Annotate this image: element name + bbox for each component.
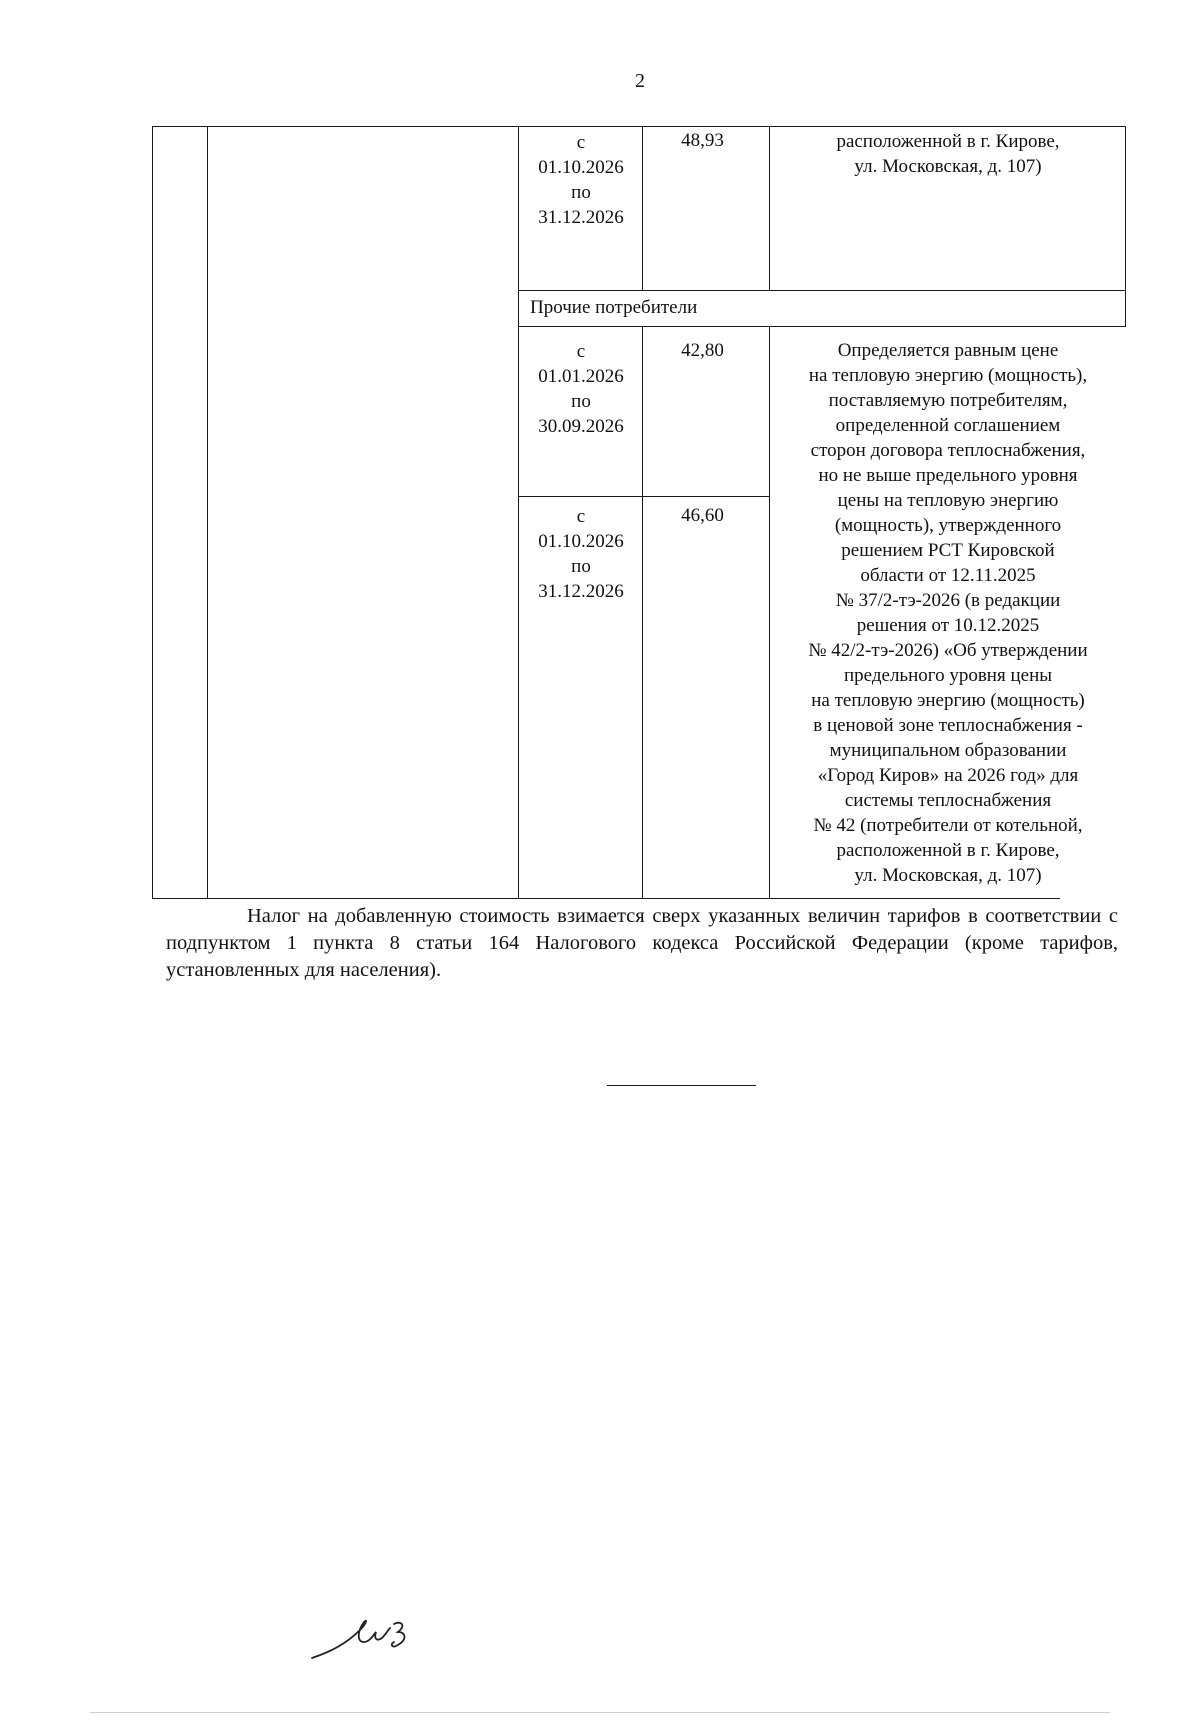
- description-line: поставляемую потребителям,: [828, 390, 1068, 411]
- description-line: сторон договора теплоснабжения,: [810, 440, 1086, 461]
- description-line: расположенной в г. Кирове,: [836, 131, 1060, 152]
- description-line: № 42/2-тэ-2026) «Об утверждении: [808, 640, 1088, 661]
- column-line: [769, 126, 770, 290]
- column-line: [1125, 126, 1126, 326]
- description-line: решения от 10.12.2025: [856, 615, 1040, 636]
- price-cell: 48,93: [681, 130, 724, 151]
- description-line: но не выше предельного уровня: [818, 465, 1078, 486]
- period-to-label: по: [571, 391, 591, 412]
- period-from-label: с: [576, 341, 586, 362]
- period-end-date: 31.12.2026: [538, 207, 624, 228]
- footer-rule: [90, 1712, 1110, 1713]
- period-from-label: с: [576, 132, 586, 153]
- period-cell: [518, 339, 644, 439]
- description-line: предельного уровня цены: [844, 665, 1052, 686]
- description-line: расположенной в г. Кирове,: [836, 840, 1060, 861]
- period-start-date: 01.10.2026: [538, 531, 624, 552]
- table-top-border: [152, 126, 1126, 127]
- column-line: [152, 126, 153, 898]
- table-bottom-border: [152, 898, 1060, 899]
- period-end-date: 31.12.2026: [538, 581, 624, 602]
- description-line: (мощность), утвержденного: [834, 515, 1062, 536]
- description-line: ул. Московская, д. 107): [854, 865, 1042, 886]
- description-line: определенной соглашением: [835, 415, 1061, 436]
- vat-note: [166, 903, 1118, 984]
- period-cell: [518, 504, 644, 604]
- column-line: [769, 326, 770, 898]
- period-to-label: по: [571, 182, 591, 203]
- period-to-label: по: [571, 556, 591, 577]
- description-line: области от 12.11.2025: [860, 565, 1036, 586]
- signature: [310, 1608, 430, 1673]
- description-line: Определяется равным цене: [837, 340, 1059, 361]
- description-cell: [771, 338, 1125, 888]
- period-start-date: 01.10.2026: [538, 157, 624, 178]
- column-line: [207, 126, 208, 898]
- period-from-label: с: [576, 506, 586, 527]
- row-divider: [518, 290, 1126, 291]
- description-line: в ценовой зоне теплоснабжения -: [813, 715, 1083, 736]
- signature-drawing: [310, 1608, 430, 1668]
- description-line: № 37/2-тэ-2026 (в редакции: [835, 590, 1061, 611]
- row-divider: [518, 496, 770, 497]
- period-end-date: 30.09.2026: [538, 416, 624, 437]
- description-line: на тепловую энергию (мощность),: [808, 365, 1088, 386]
- description-cell: [771, 129, 1125, 179]
- description-line: «Город Киров» на 2026 год» для: [817, 765, 1079, 786]
- vat-note-text: Налог на добавленную стоимость взимается сверх указанных величин тарифов в соответствии с подпунктом 1 пункта 8 статьи 164 Налогового кодекса Российской Федерации (кроме тарифов, установленных для населения).: [166, 905, 1118, 981]
- consumer-group-label: Прочие потребители: [530, 297, 698, 318]
- price-cell: 42,80: [681, 340, 724, 361]
- description-line: цены на тепловую энергию: [837, 490, 1059, 511]
- description-line: системы теплоснабжения: [844, 790, 1052, 811]
- row-divider: [518, 326, 1126, 327]
- description-line: муниципальном образовании: [829, 740, 1067, 761]
- page-number: 2: [635, 70, 645, 92]
- end-of-document-rule: [607, 1085, 756, 1086]
- period-start-date: 01.01.2026: [538, 366, 624, 387]
- description-line: решением РСТ Кировской: [841, 540, 1055, 561]
- description-line: на тепловую энергию (мощность): [811, 690, 1085, 711]
- description-line: № 42 (потребители от котельной,: [813, 815, 1083, 836]
- description-line: ул. Московская, д. 107): [854, 156, 1042, 177]
- price-cell: 46,60: [681, 505, 724, 526]
- period-cell: [518, 130, 644, 230]
